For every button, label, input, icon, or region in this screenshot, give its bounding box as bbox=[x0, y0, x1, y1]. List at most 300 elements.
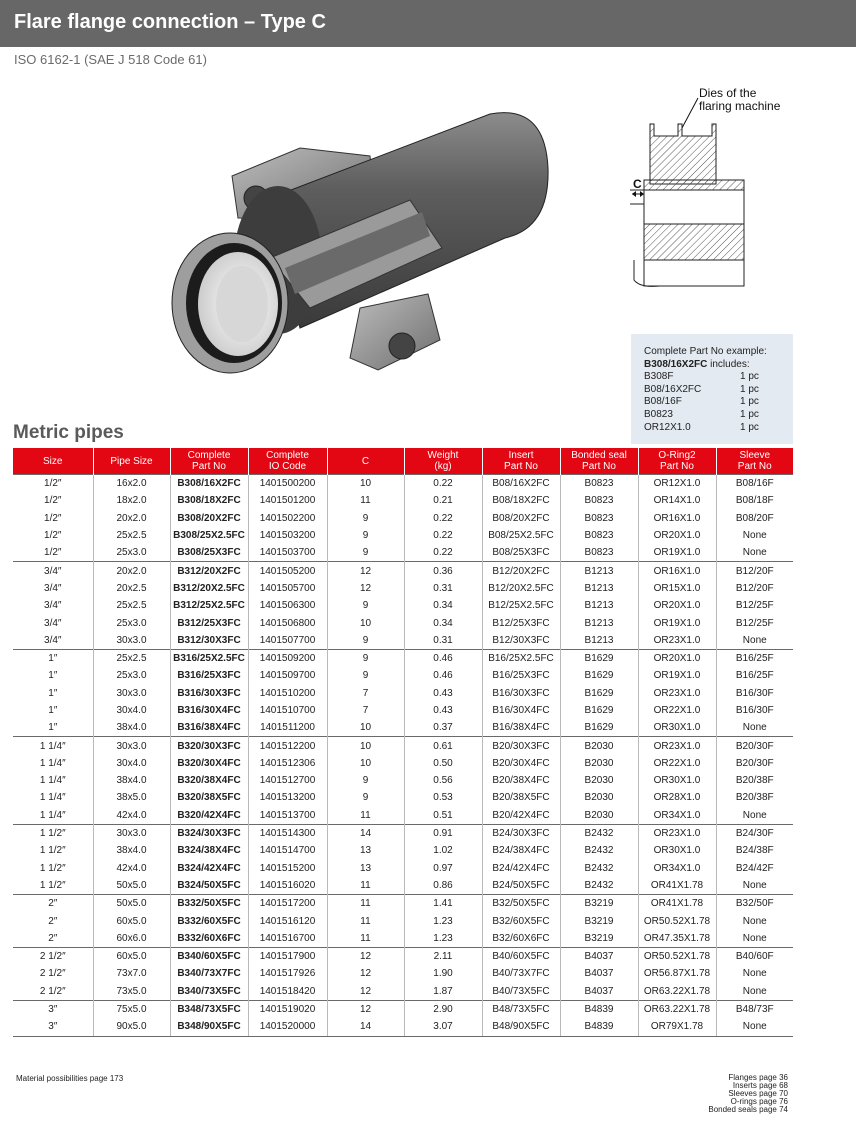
table-cell: 75x5.0 bbox=[93, 1000, 170, 1018]
table-cell: 1401510700 bbox=[248, 702, 327, 719]
table-cell: 0.51 bbox=[404, 807, 482, 825]
table-cell: OR22X1.0 bbox=[638, 702, 716, 719]
table-cell: 1.23 bbox=[404, 912, 482, 929]
table-cell: B16/25X2.5FC bbox=[482, 649, 560, 667]
table-cell: B40/73X7FC bbox=[482, 965, 560, 982]
column-header-line: Insert bbox=[508, 450, 534, 461]
table-cell: 20x2.0 bbox=[93, 510, 170, 527]
table-cell: B24/38X4FC bbox=[482, 842, 560, 859]
table-cell: B0823 bbox=[560, 510, 638, 527]
table-cell: None bbox=[716, 544, 793, 562]
table-cell: B16/25F bbox=[716, 649, 793, 667]
example-part-line bbox=[644, 359, 784, 372]
table-cell: 0.21 bbox=[404, 492, 482, 509]
table-row bbox=[13, 948, 793, 966]
table-cell: B12/20F bbox=[716, 562, 793, 580]
table-cell: 1401512306 bbox=[248, 755, 327, 772]
column-header-line: Part No bbox=[504, 461, 538, 472]
table-cell: 1.02 bbox=[404, 842, 482, 859]
table-cell: 1401518420 bbox=[248, 983, 327, 1001]
table-cell: 1 1/2″ bbox=[13, 824, 93, 842]
example-includes: includes: bbox=[707, 358, 750, 370]
metric-pipes-table bbox=[13, 448, 793, 1037]
example-item bbox=[644, 371, 784, 384]
table-cell: B16/25F bbox=[716, 667, 793, 684]
table-cell: B324/42X4FC bbox=[170, 860, 248, 877]
footer-material-note: Material possibilities page 173 bbox=[16, 1074, 124, 1083]
table-cell: B16/38X4FC bbox=[482, 719, 560, 737]
table-cell: 2″ bbox=[13, 895, 93, 913]
table-cell: 13 bbox=[327, 860, 404, 877]
table-cell: 38x4.0 bbox=[93, 772, 170, 789]
table-cell: 2″ bbox=[48, 915, 58, 927]
table-cell: 1 1/4″ bbox=[39, 809, 66, 821]
table-cell: 3/4″ bbox=[44, 634, 62, 646]
table-cell: B3219 bbox=[560, 895, 638, 913]
table-cell: 9 bbox=[327, 649, 404, 667]
table-cell: 1 1/4″ bbox=[39, 792, 66, 804]
column-header-line: Weight bbox=[427, 450, 459, 461]
table-cell: B316/38X4FC bbox=[170, 719, 248, 737]
table-cell: 1401507700 bbox=[248, 632, 327, 650]
table-cell: 9 bbox=[327, 527, 404, 544]
table-cell: B24/42F bbox=[716, 860, 793, 877]
table-cell: 0.22 bbox=[404, 544, 482, 562]
footer-page-reference: Flanges page 36 bbox=[728, 1073, 788, 1082]
c-dimension-label: C bbox=[633, 177, 642, 191]
table-cell: 25x3.0 bbox=[93, 614, 170, 631]
table-cell: B24/50X5FC bbox=[482, 877, 560, 895]
table-body bbox=[13, 475, 793, 1037]
table-cell: B24/30X3FC bbox=[482, 824, 560, 842]
table-row bbox=[13, 1018, 793, 1036]
table-row bbox=[13, 755, 793, 772]
table-cell: OR16X1.0 bbox=[638, 562, 716, 580]
table-cell: 0.43 bbox=[404, 685, 482, 702]
table-cell: B12/25F bbox=[716, 614, 793, 631]
header-bar bbox=[0, 0, 856, 47]
table-cell: B316/30X4FC bbox=[170, 702, 248, 719]
table-cell: OR23X1.0 bbox=[638, 824, 716, 842]
footer-page-reference: Bonded seals page 74 bbox=[708, 1105, 788, 1114]
table-cell: B312/20X2.5FC bbox=[170, 580, 248, 597]
table-cell: 10 bbox=[327, 755, 404, 772]
table-cell: 3/4″ bbox=[44, 582, 62, 594]
column-header bbox=[248, 448, 327, 475]
table-cell: B24/38F bbox=[716, 842, 793, 859]
table-cell: 11 bbox=[327, 895, 404, 913]
table-cell: 1401510200 bbox=[248, 685, 327, 702]
table-cell: B320/30X4FC bbox=[170, 755, 248, 772]
column-header-line: Complete bbox=[187, 450, 231, 461]
table-cell: 10 bbox=[327, 614, 404, 631]
table-row bbox=[13, 842, 793, 859]
footer-page-references bbox=[660, 1074, 788, 1114]
page-subtitle: ISO 6162-1 (SAE J 518 Code 61) bbox=[14, 52, 207, 67]
table-cell: 1/2″ bbox=[44, 547, 62, 559]
example-title: Complete Part No example: bbox=[644, 346, 767, 357]
table-cell: 3/4″ bbox=[13, 562, 93, 580]
table-cell: B308/25X2.5FC bbox=[170, 527, 248, 544]
table-cell: B16/25X3FC bbox=[482, 667, 560, 684]
table-cell: OR15X1.0 bbox=[638, 580, 716, 597]
table-cell: 1 1/4″ bbox=[39, 775, 66, 787]
table-row bbox=[13, 685, 793, 702]
table-cell: OR41X1.78 bbox=[638, 895, 716, 913]
table-cell: OR20X1.0 bbox=[638, 527, 716, 544]
table-row bbox=[13, 930, 793, 948]
table-cell: 0.91 bbox=[404, 824, 482, 842]
table-cell: 12 bbox=[327, 562, 404, 580]
column-header bbox=[482, 448, 560, 475]
column-header bbox=[13, 448, 93, 475]
table-cell: 1401517900 bbox=[248, 948, 327, 966]
table-cell: 0.97 bbox=[404, 860, 482, 877]
table-cell: B40/60X5FC bbox=[482, 948, 560, 966]
table-cell: OR79X1.78 bbox=[638, 1018, 716, 1036]
table-cell: B308/25X3FC bbox=[170, 544, 248, 562]
table-cell: B2432 bbox=[560, 824, 638, 842]
table-cell: B40/73X5FC bbox=[482, 983, 560, 1001]
table-cell: B316/30X3FC bbox=[170, 685, 248, 702]
table-cell: B0823 bbox=[560, 544, 638, 562]
table-cell: 1401514700 bbox=[248, 842, 327, 859]
table-cell: OR56.87X1.78 bbox=[638, 965, 716, 982]
table-cell: 3″ bbox=[13, 1000, 93, 1018]
table-cell: 20x2.5 bbox=[93, 580, 170, 597]
table-cell: 9 bbox=[327, 789, 404, 806]
table-cell: 1 1/2″ bbox=[39, 862, 66, 874]
table-cell: B324/30X3FC bbox=[170, 824, 248, 842]
table-cell: OR30X1.0 bbox=[638, 842, 716, 859]
table-cell: 1 1/4″ bbox=[13, 737, 93, 755]
table-cell: OR50.52X1.78 bbox=[638, 912, 716, 929]
table-cell: B4037 bbox=[560, 965, 638, 982]
column-header bbox=[716, 448, 793, 475]
table-cell: None bbox=[716, 632, 793, 650]
column-header-line: Part No bbox=[737, 461, 772, 472]
example-item bbox=[644, 384, 784, 397]
column-header-line: Bonded seal bbox=[571, 450, 627, 461]
table-cell: B2432 bbox=[560, 860, 638, 877]
example-item-name: B08/16X2FC bbox=[644, 383, 702, 395]
table-row bbox=[13, 912, 793, 929]
table-row bbox=[13, 702, 793, 719]
column-header-line: C bbox=[361, 455, 370, 467]
table-header-row bbox=[13, 448, 793, 475]
table-cell: 1401517926 bbox=[248, 965, 327, 982]
table-cell: 1401516700 bbox=[248, 930, 327, 948]
table-cell: OR50.52X1.78 bbox=[638, 948, 716, 966]
table-row bbox=[13, 1000, 793, 1018]
table-cell: OR14X1.0 bbox=[638, 492, 716, 509]
table-cell: B1213 bbox=[560, 632, 638, 650]
table-cell: B316/25X3FC bbox=[170, 667, 248, 684]
table-cell: 25x2.5 bbox=[93, 649, 170, 667]
table-cell: B2030 bbox=[560, 772, 638, 789]
table-row bbox=[13, 614, 793, 631]
table-cell: 38x4.0 bbox=[93, 842, 170, 859]
table-row bbox=[13, 580, 793, 597]
table-cell: 9 bbox=[327, 510, 404, 527]
table-cell: B4037 bbox=[560, 983, 638, 1001]
table-cell: OR34X1.0 bbox=[638, 860, 716, 877]
column-header-line: Pipe Size bbox=[110, 455, 153, 467]
table-row bbox=[13, 649, 793, 667]
table-row bbox=[13, 632, 793, 650]
column-header-line: Part No bbox=[582, 461, 616, 472]
table-cell: 14 bbox=[327, 1018, 404, 1036]
table-cell: 38x5.0 bbox=[93, 789, 170, 806]
table-cell: 1401503200 bbox=[248, 527, 327, 544]
table-cell: B08/20X2FC bbox=[482, 510, 560, 527]
table-cell: 9 bbox=[327, 667, 404, 684]
table-cell: 16x2.0 bbox=[93, 475, 170, 493]
dies-label-line-2: flaring machine bbox=[699, 99, 781, 113]
table-cell: B08/25X3FC bbox=[482, 544, 560, 562]
table-cell: B20/30F bbox=[716, 755, 793, 772]
table-cell: 0.34 bbox=[404, 597, 482, 614]
table-cell: 60x6.0 bbox=[93, 930, 170, 948]
table-cell: 1/2″ bbox=[44, 495, 62, 507]
table-cell: OR16X1.0 bbox=[638, 510, 716, 527]
table-row bbox=[13, 983, 793, 1001]
table-cell: B20/42X4FC bbox=[482, 807, 560, 825]
table-cell: B20/38X4FC bbox=[482, 772, 560, 789]
table-cell: OR22X1.0 bbox=[638, 755, 716, 772]
example-item-name: B0823 bbox=[644, 408, 673, 420]
table-cell: 3.07 bbox=[404, 1018, 482, 1036]
example-item bbox=[644, 396, 784, 409]
table-cell: None bbox=[716, 912, 793, 929]
table-cell: 7 bbox=[327, 685, 404, 702]
table-cell: B3219 bbox=[560, 930, 638, 948]
footer-page-reference: O-rings page 76 bbox=[730, 1097, 788, 1106]
table-row bbox=[13, 510, 793, 527]
table-cell: 1″ bbox=[48, 670, 58, 682]
table-cell: 1/2″ bbox=[13, 475, 93, 493]
table-cell: 1 1/2″ bbox=[39, 845, 66, 857]
table-row bbox=[13, 544, 793, 562]
table-cell: 1″ bbox=[48, 722, 58, 734]
table-cell: 1401516020 bbox=[248, 877, 327, 895]
table-cell: 3/4″ bbox=[44, 617, 62, 629]
table-cell: 0.46 bbox=[404, 667, 482, 684]
table-row bbox=[13, 475, 793, 493]
table-cell: 9 bbox=[327, 772, 404, 789]
table-cell: B320/38X5FC bbox=[170, 789, 248, 806]
table-row bbox=[13, 772, 793, 789]
table-cell: 0.43 bbox=[404, 702, 482, 719]
example-part-number: B308/16X2FC bbox=[644, 358, 708, 370]
example-item-name: B08/16F bbox=[644, 396, 682, 408]
table-cell: 30x3.0 bbox=[93, 685, 170, 702]
table-cell: B20/38F bbox=[716, 789, 793, 806]
table-cell: B312/25X3FC bbox=[170, 614, 248, 631]
table-cell: B16/30F bbox=[716, 685, 793, 702]
table-cell: 30x4.0 bbox=[93, 702, 170, 719]
table-cell: B340/60X5FC bbox=[170, 948, 248, 966]
table-row bbox=[13, 492, 793, 509]
table-cell: 9 bbox=[327, 544, 404, 562]
table-cell: B4839 bbox=[560, 1000, 638, 1018]
table-cell: B324/50X5FC bbox=[170, 877, 248, 895]
table-cell: B2030 bbox=[560, 755, 638, 772]
table-cell: 25x3.0 bbox=[93, 667, 170, 684]
table-cell: OR34X1.0 bbox=[638, 807, 716, 825]
column-header-line: Size bbox=[43, 455, 63, 467]
column-header bbox=[327, 448, 404, 475]
table-cell: 12 bbox=[327, 948, 404, 966]
table-cell: B316/25X2.5FC bbox=[170, 649, 248, 667]
table-cell: 1 1/2″ bbox=[39, 879, 66, 891]
table-cell: 0.31 bbox=[404, 632, 482, 650]
table-cell: B1213 bbox=[560, 614, 638, 631]
table-cell: B12/20F bbox=[716, 580, 793, 597]
table-cell: B08/16X2FC bbox=[482, 475, 560, 493]
table-cell: 0.86 bbox=[404, 877, 482, 895]
table-cell: B312/30X3FC bbox=[170, 632, 248, 650]
table-cell: B48/73X5FC bbox=[482, 1000, 560, 1018]
table-row bbox=[13, 737, 793, 755]
table-cell: B2030 bbox=[560, 807, 638, 825]
example-item-qty: 1 pc bbox=[740, 408, 759, 420]
table-cell: OR19X1.0 bbox=[638, 667, 716, 684]
table-cell: None bbox=[716, 930, 793, 948]
table-cell: B1629 bbox=[560, 702, 638, 719]
table-cell: B0823 bbox=[560, 475, 638, 493]
table-cell: 30x3.0 bbox=[93, 632, 170, 650]
table-cell: 20x2.0 bbox=[93, 562, 170, 580]
table-cell: 1″ bbox=[13, 649, 93, 667]
table-cell: None bbox=[716, 983, 793, 1001]
table-cell: 10 bbox=[327, 719, 404, 737]
table-cell: 0.61 bbox=[404, 737, 482, 755]
table-cell: B16/30F bbox=[716, 702, 793, 719]
table-cell: 0.22 bbox=[404, 527, 482, 544]
table-row bbox=[13, 860, 793, 877]
column-header-line: IO Code bbox=[268, 461, 307, 472]
table-cell: 0.22 bbox=[404, 510, 482, 527]
table-cell: None bbox=[716, 527, 793, 544]
table-cell: 12 bbox=[327, 965, 404, 982]
table-cell: 1401506800 bbox=[248, 614, 327, 631]
table-cell: 1401513700 bbox=[248, 807, 327, 825]
table-cell: 25x2.5 bbox=[93, 527, 170, 544]
table-cell: 13 bbox=[327, 842, 404, 859]
table-cell: B48/90X5FC bbox=[482, 1018, 560, 1036]
example-item-qty: 1 pc bbox=[740, 421, 759, 433]
table-cell: OR63.22X1.78 bbox=[638, 1000, 716, 1018]
example-item bbox=[644, 409, 784, 422]
table-cell: B12/20X2.5FC bbox=[482, 580, 560, 597]
table-cell: 10 bbox=[327, 737, 404, 755]
table-cell: 1401511200 bbox=[248, 719, 327, 737]
table-row bbox=[13, 719, 793, 737]
table-row bbox=[13, 527, 793, 544]
table-cell: B332/50X5FC bbox=[170, 895, 248, 913]
table-row bbox=[13, 877, 793, 895]
table-cell: 1401514300 bbox=[248, 824, 327, 842]
table-cell: B20/38F bbox=[716, 772, 793, 789]
table-cell: 0.46 bbox=[404, 649, 482, 667]
column-header-line: (kg) bbox=[434, 461, 452, 472]
table-cell: B1213 bbox=[560, 580, 638, 597]
table-cell: 50x5.0 bbox=[93, 877, 170, 895]
table-cell: 38x4.0 bbox=[93, 719, 170, 737]
table-cell: 1401513200 bbox=[248, 789, 327, 806]
table-cell: B20/30X4FC bbox=[482, 755, 560, 772]
dies-label-line-1: Dies of the bbox=[699, 86, 757, 100]
table-cell: 0.36 bbox=[404, 562, 482, 580]
table-cell: 1401505700 bbox=[248, 580, 327, 597]
table-cell: B312/20X2FC bbox=[170, 562, 248, 580]
table-cell: B20/30F bbox=[716, 737, 793, 755]
table-cell: 42x4.0 bbox=[93, 860, 170, 877]
table-cell: B320/42X4FC bbox=[170, 807, 248, 825]
table-cell: 2.11 bbox=[404, 948, 482, 966]
table-cell: OR63.22X1.78 bbox=[638, 983, 716, 1001]
table-cell: B12/25X2.5FC bbox=[482, 597, 560, 614]
flange-connection-illustration bbox=[160, 108, 550, 408]
table-cell: 60x5.0 bbox=[93, 948, 170, 966]
page-title: Flare flange connection – Type C bbox=[14, 11, 326, 33]
table-row bbox=[13, 667, 793, 684]
table-cell: B0823 bbox=[560, 527, 638, 544]
table-cell: B08/20F bbox=[716, 510, 793, 527]
table-cell: 73x7.0 bbox=[93, 965, 170, 982]
table-cell: B48/73F bbox=[716, 1000, 793, 1018]
table-cell: B2432 bbox=[560, 877, 638, 895]
table-cell: 1401505200 bbox=[248, 562, 327, 580]
table-cell: OR20X1.0 bbox=[638, 649, 716, 667]
table-cell: 11 bbox=[327, 912, 404, 929]
table-cell: OR20X1.0 bbox=[638, 597, 716, 614]
table-cell: 3″ bbox=[13, 1018, 93, 1036]
table-cell: None bbox=[716, 1018, 793, 1036]
table-cell: B4037 bbox=[560, 948, 638, 966]
table-cell: 73x5.0 bbox=[93, 983, 170, 1001]
table-cell: 1401512700 bbox=[248, 772, 327, 789]
table-cell: 0.56 bbox=[404, 772, 482, 789]
table-cell: 1401500200 bbox=[248, 475, 327, 493]
table-cell: 1401512200 bbox=[248, 737, 327, 755]
table-cell: 0.53 bbox=[404, 789, 482, 806]
footer-page-reference: Sleeves page 70 bbox=[728, 1089, 788, 1098]
table-cell: 1.90 bbox=[404, 965, 482, 982]
table-cell: B2030 bbox=[560, 789, 638, 806]
table-cell: 1401517200 bbox=[248, 895, 327, 913]
table-cell: OR23X1.0 bbox=[638, 632, 716, 650]
table-cell: B308/16X2FC bbox=[170, 475, 248, 493]
table-cell: OR19X1.0 bbox=[638, 544, 716, 562]
table-cell: None bbox=[716, 719, 793, 737]
table-cell: 1 1/4″ bbox=[39, 757, 66, 769]
table-cell: 1.23 bbox=[404, 930, 482, 948]
column-header-line: Complete bbox=[266, 450, 309, 461]
table-cell: B1629 bbox=[560, 685, 638, 702]
table-cell: 90x5.0 bbox=[93, 1018, 170, 1036]
table-cell: 0.31 bbox=[404, 580, 482, 597]
table-cell: B320/30X3FC bbox=[170, 737, 248, 755]
table-cell: 11 bbox=[327, 492, 404, 509]
table-cell: B20/38X5FC bbox=[482, 789, 560, 806]
footer-page-reference: Inserts page 68 bbox=[732, 1081, 788, 1090]
table-cell: B32/60X5FC bbox=[482, 912, 560, 929]
table-cell: 25x3.0 bbox=[93, 544, 170, 562]
section-heading: Metric pipes bbox=[13, 422, 124, 443]
table-cell: 9 bbox=[327, 632, 404, 650]
